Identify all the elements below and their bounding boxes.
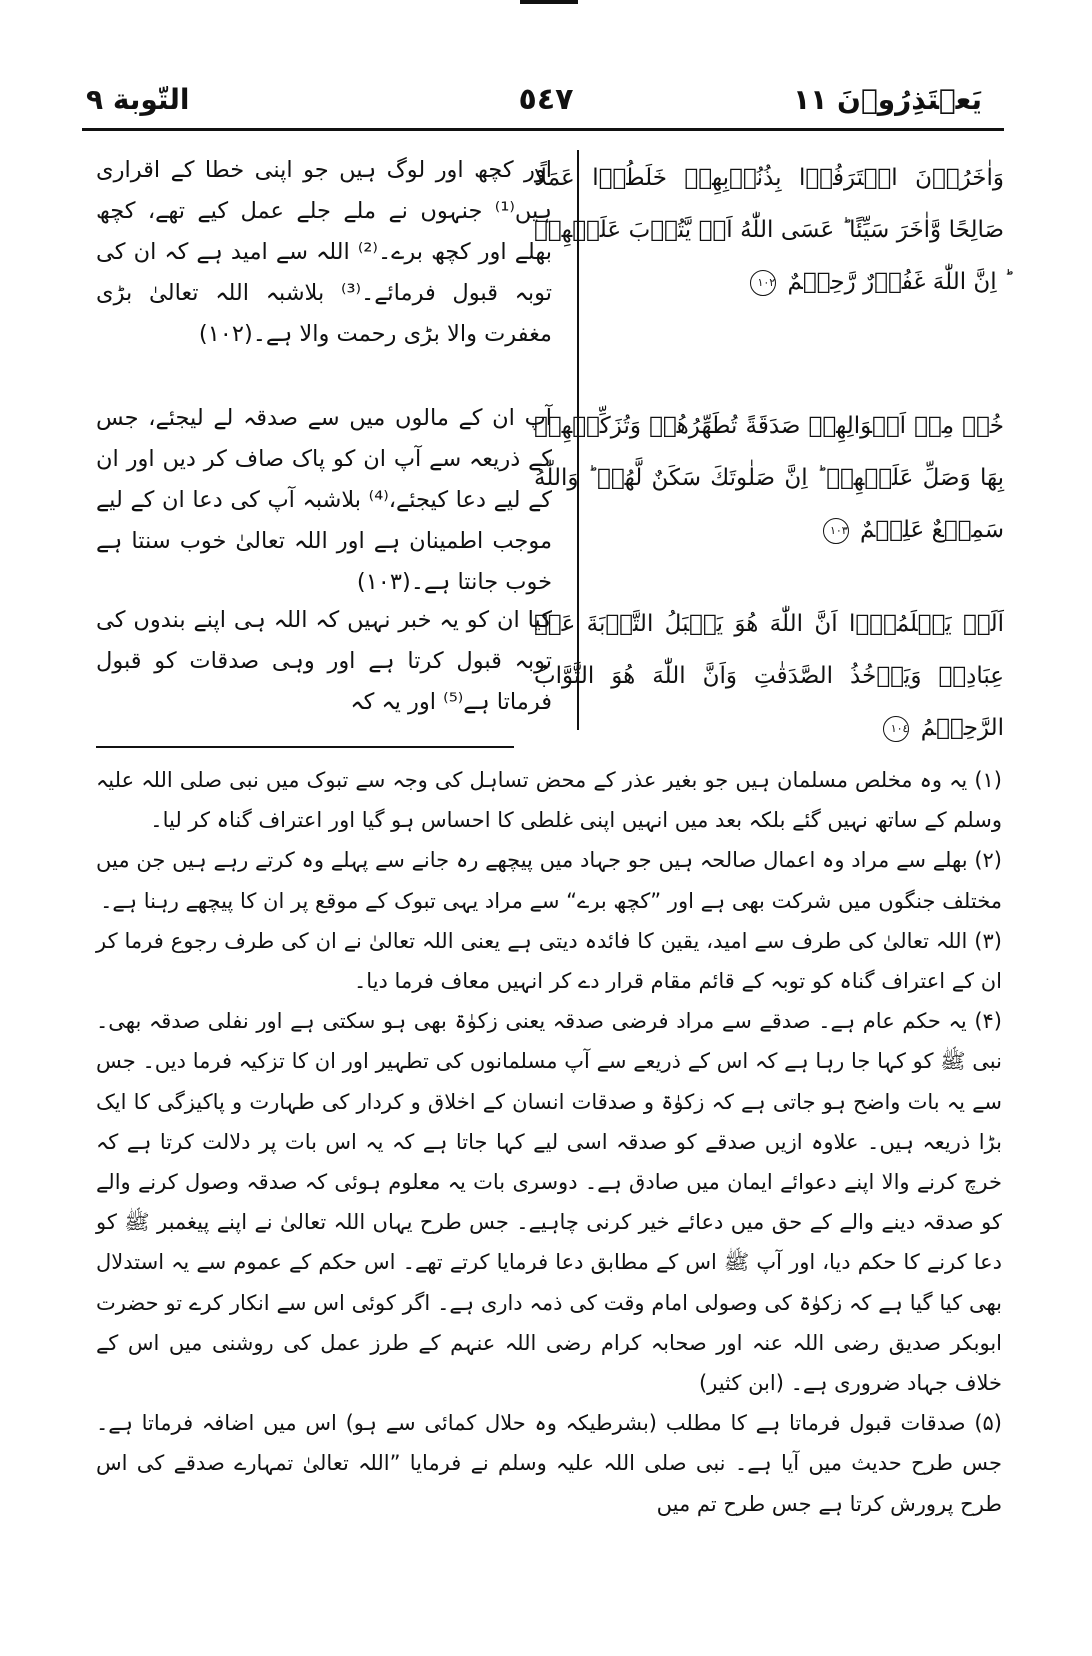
arabic-text: خُذۡ مِنۡ اَمۡوَالِهِمۡ صَدَقَةً تُطَهِّرُهُمۡ وَتُزَكِّيۡهِمۡ بِهَا وَصَلِّ عَلَيۡهِمۡ ؕ اِنَّ صَلٰوتَكَ سَكَنٌ لَّهُمۡ ؕ وَاللّٰهُ سَمِيۡعٌ عَلِيۡمٌ [534, 413, 1004, 543]
urdu-translation-104: کیا ان کو یہ خبر نہیں کہ اللہ ہی اپنے بندوں کی توبہ قبول کرتا ہے اور وہی صدقات کو قبول فرماتا ہے⁽⁵⁾ اور یہ کہ [96, 607, 552, 715]
urdu-translation-103: آپ ان کے مالوں میں سے صدقہ لے لیجئے، جس کے ذریعہ سے آپ ان کو پاک صاف کر دیں اور ان کے لیے دعا کیجئے،⁽⁴⁾ بلاشبہ آپ کی دعا ان کے لیے موجب اطمینان ہے اور اللہ تعالیٰ خوب سنتا ہے خوب جانتا ہے۔(١٠٣) [96, 405, 552, 595]
juz-title: يَعۡتَذِرُوۡنَ ١١ [793, 83, 982, 116]
footnote-2: (۲) بھلے سے مراد وہ اعمال صالحہ ہیں جو جہاد میں پیچھے رہ جانے سے پہلے وہ کرتے رہے ہیں جن میں مختلف جنگوں میں شرکت بھی ہے اور ”کچھ برے“ سے مراد یہی تبوک کے موقع پر ان کا پیچھے رہنا ہے۔ [96, 848, 1002, 913]
ayah-number-marker: ١٠٤ [883, 716, 909, 742]
arabic-verse-102 [534, 152, 1004, 308]
urdu-translation-102: اور کچھ اور لوگ ہیں جو اپنی خطا کے اقراری ہیں⁽¹⁾ جنہوں نے ملے جلے عمل کیے تھے، کچھ بھلے اور کچھ برے۔⁽²⁾ اللہ سے امید ہے کہ ان کی توبہ قبول فرمائے۔⁽³⁾ بلاشبہ اللہ تعالیٰ بڑی مغفرت والا بڑی رحمت والا ہے۔(١٠٢) [96, 157, 552, 347]
arabic-text: وَاٰخَرُوۡنَ اعۡتَرَفُوۡا بِذُنُوۡبِهِمۡ خَلَطُوۡا عَمَلًا صَالِحًا وَّاٰخَرَ سَيِّئًا ؕ عَسَى اللّٰهُ اَنۡ يَّتُوۡبَ عَلَيۡهِمۡ ؕ اِنَّ اللّٰهَ غَفُوۡرٌ رَّحِيۡمٌ [534, 165, 1004, 295]
footnote-5: (۵) صدقات قبول فرماتا ہے کا مطلب (بشرطیکہ وہ حلال کمائی سے ہو) اس میں اضافہ فرماتا ہے۔ جس طرح حدیث میں آیا ہے۔ نبی صلی اللہ علیہ وسلم نے فرمایا ”اللہ تعالیٰ تمہارے صدقے کی اس طرح پرورش کرتا ہے جس طرح تم میں [96, 1411, 1002, 1516]
arabic-verse-104 [534, 598, 1004, 754]
page-number: ٥٤٧ [518, 82, 574, 117]
header-rule [82, 128, 1004, 131]
arabic-text: اَلَمۡ يَعۡلَمُوۡۤا اَنَّ اللّٰهَ هُوَ يَقۡبَلُ التَّوۡبَةَ عَنۡ عِبَادِهٖ وَيَاۡخُذُ الصَّدَقٰتِ وَاَنَّ اللّٰهَ هُوَ التَّوَّابُ الرَّحِيۡمُ [534, 611, 1004, 741]
ayah-number-marker: ١٠٢ [750, 270, 776, 296]
footnote-1: (۱) یہ وہ مخلص مسلمان ہیں جو بغیر عذر کے محض تساہل کی وجہ سے تبوک میں نبی صلی اللہ علیہ وسلم کے ساتھ نہیں گئے بلکہ بعد میں انہیں اپنی غلطی کا احساس ہو گیا اور اعتراف گناہ کر لیا۔ [96, 768, 1002, 833]
top-edge-mark [520, 0, 578, 4]
footnotes [96, 760, 1002, 1524]
arabic-verse-103 [534, 400, 1004, 556]
footnote-rule [96, 746, 514, 748]
surah-title: التّوبة ٩ [86, 83, 190, 116]
footnote-4: (۴) یہ حکم عام ہے۔ صدقے سے مراد فرضی صدقہ یعنی زکوٰۃ بھی ہو سکتی ہے اور نفلی صدقہ بھی۔ نبی ﷺ کو کہا جا رہا ہے کہ اس کے ذریعے سے آپ مسلمانوں کی تطہیر اور ان کا تزکیہ فرما دیں۔ جس سے یہ بات واضح ہو جاتی ہے کہ زکوٰۃ و صدقات انسان کے اخلاق و کردار کی طہارت و پاکیزگی کا ایک بڑا ذریعہ ہیں۔ علاوہ ازیں صدقے کو صدقہ اسی لیے کہا جاتا ہے کہ یہ اس بات پر دلالت کرتا ہے کہ خرچ کرنے والا اپنے دعوائے ایمان میں صادق ہے۔ دوسری بات یہ معلوم ہوئی کہ صدقہ وصول کرنے والے کو صدقہ دینے والے کے حق میں دعائے خیر کرنی چاہیے۔ جس طرح یہاں اللہ تعالیٰ نے اپنے پیغمبر ﷺ کو دعا کرنے کا حکم دیا، اور آپ ﷺ اس کے مطابق دعا فرمایا کرتے تھے۔ اس حکم کے عموم سے یہ استدلال بھی کیا گیا ہے کہ زکوٰۃ کی وصولی امام وقت کی ذمہ داری ہے۔ اگر کوئی اس سے انکار کرے تو حضرت ابوبکر صدیق رضی اللہ عنہ اور صحابہ کرام رضی اللہ عنہم کے طرز عمل کی روشنی میں اس کے خلاف جہاد ضروری ہے۔ (ابن کثیر) [96, 1009, 1002, 1396]
ayah-number-marker: ١٠٣ [823, 518, 849, 544]
footnote-3: (۳) اللہ تعالیٰ کی طرف سے امید، یقین کا فائدہ دیتی ہے یعنی اللہ تعالیٰ نے ان کی طرف رجوع فرما کر ان کے اعتراف گناہ کو توبہ کے قائم مقام قرار دے کر انہیں معاف فرما دیا۔ [96, 928, 1002, 994]
